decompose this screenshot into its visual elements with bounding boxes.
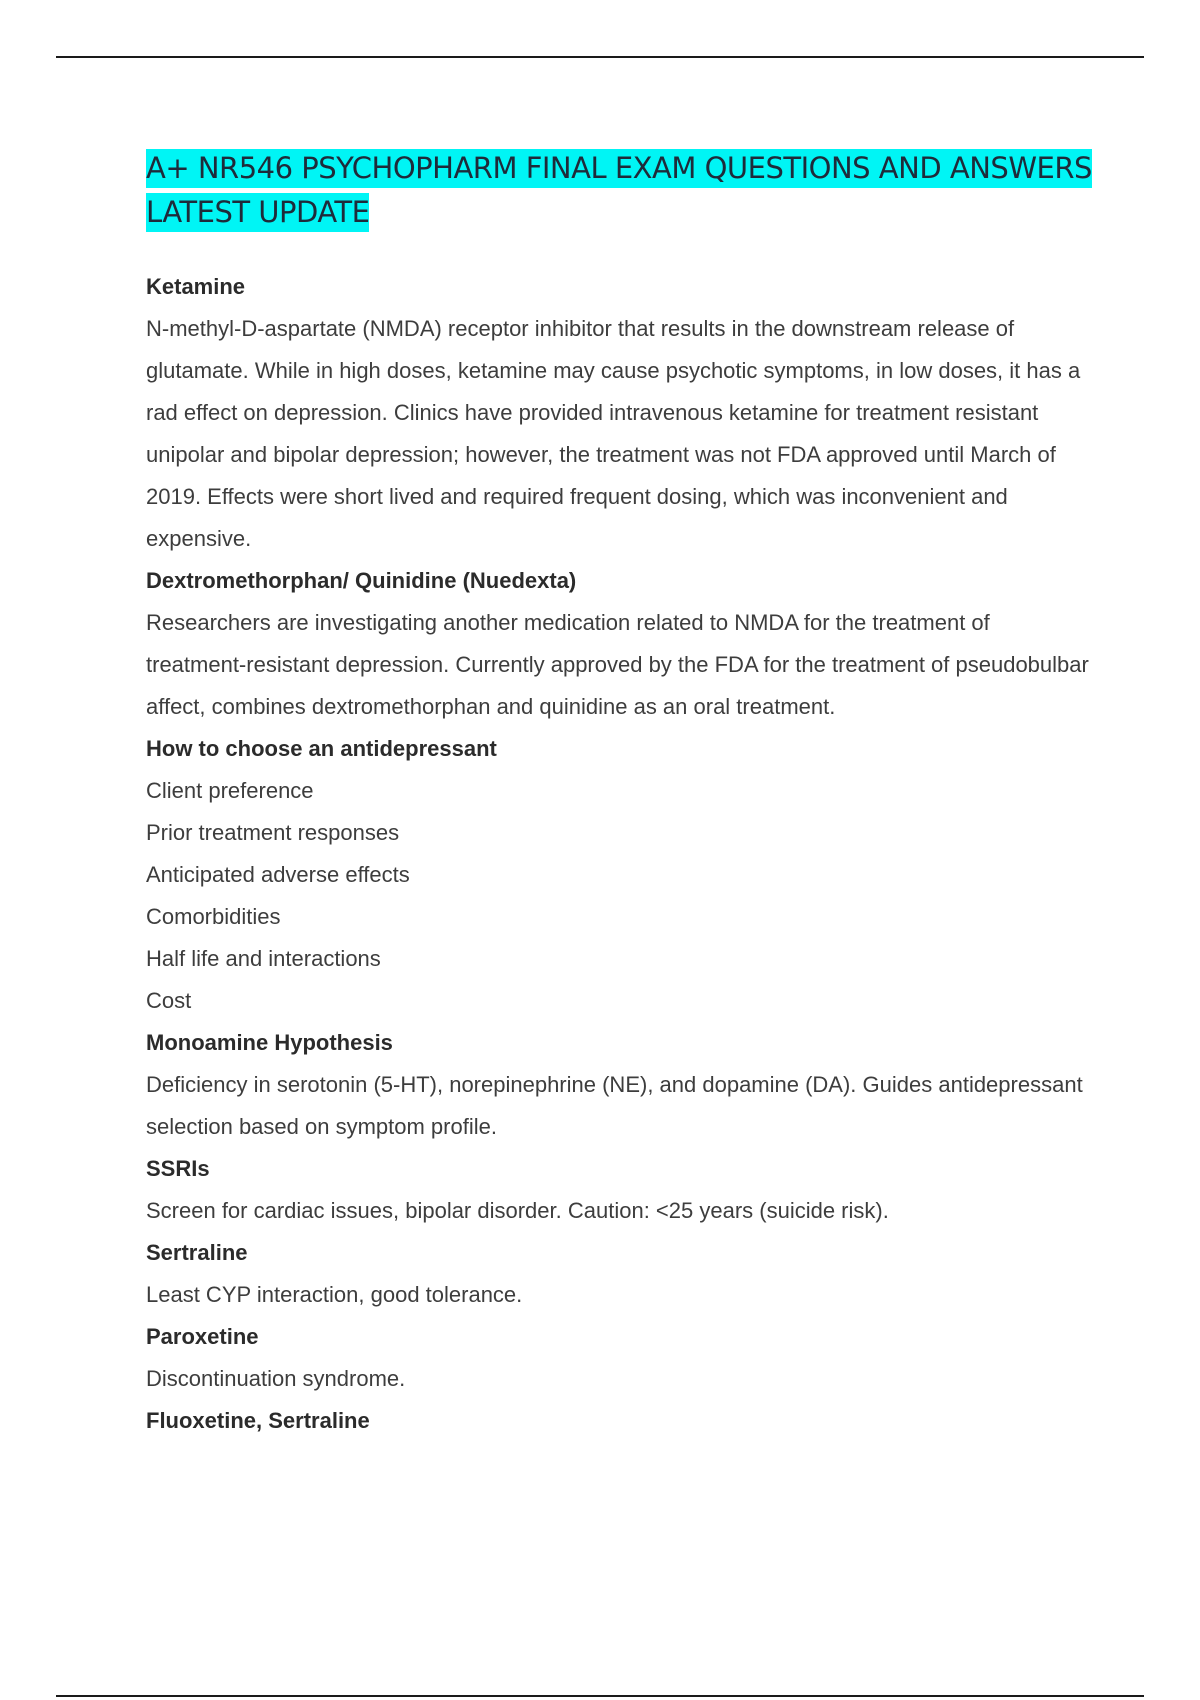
criteria-list — [146, 770, 1096, 1022]
paragraph-ketamine: N-methyl-D-aspartate (NMDA) receptor inhibitor that results in the downstream release of glutamate. While in high doses, ketamine may cause psychotic symptoms, in low doses, it has a rad effect on depression. Clinics have provided intravenous ketamine for treatment resistant unipolar and bipolar depression; however, the treatment was not FDA approved until March of 2019. Effects were short lived and required frequent dosing, which was inconvenient and expensive. — [146, 316, 1081, 551]
heading-ketamine: Ketamine — [146, 274, 246, 299]
heading-choose-antidepressant: How to choose an antidepressant — [146, 736, 497, 761]
list-item: Cost — [146, 988, 192, 1013]
paragraph-paroxetine: Discontinuation syndrome. — [146, 1366, 406, 1391]
title-highlight: A+ NR546 PSYCHOPHARM FINAL EXAM QUESTIONS AND ANSWERS LATEST UPDATE — [146, 149, 1092, 232]
document-body — [146, 146, 1096, 1442]
list-item: Comorbidities — [146, 904, 281, 929]
header-rule — [56, 56, 1144, 58]
list-item: Client preference — [146, 778, 314, 803]
paragraph-nuedexta: Researchers are investigating another medication related to NMDA for the treatment of treatment-resistant depression. Currently approved by the FDA for the treatment of pseudobulbar affect, combines dextromethorphan and quinidine as an oral treatment. — [146, 610, 1089, 719]
paragraph-ssris: Screen for cardiac issues, bipolar disorder. Caution: <25 years (suicide risk). — [146, 1198, 889, 1223]
list-item: Prior treatment responses — [146, 820, 400, 845]
list-item: Half life and interactions — [146, 946, 381, 971]
heading-monoamine: Monoamine Hypothesis — [146, 1030, 393, 1055]
document-title — [146, 146, 1096, 234]
paragraph-monoamine: Deficiency in serotonin (5-HT), norepinephrine (NE), and dopamine (DA). Guides antidepressant selection based on symptom profile. — [146, 1072, 1083, 1139]
footer-rule — [56, 1695, 1144, 1697]
heading-paroxetine: Paroxetine — [146, 1324, 259, 1349]
heading-sertraline: Sertraline — [146, 1240, 248, 1265]
list-item: Anticipated adverse effects — [146, 862, 410, 887]
heading-fluoxetine-sertraline: Fluoxetine, Sertraline — [146, 1408, 370, 1433]
heading-ssris: SSRIs — [146, 1156, 210, 1181]
paragraph-sertraline: Least CYP interaction, good tolerance. — [146, 1282, 523, 1307]
heading-nuedexta: Dextromethorphan/ Quinidine (Nuedexta) — [146, 568, 577, 593]
